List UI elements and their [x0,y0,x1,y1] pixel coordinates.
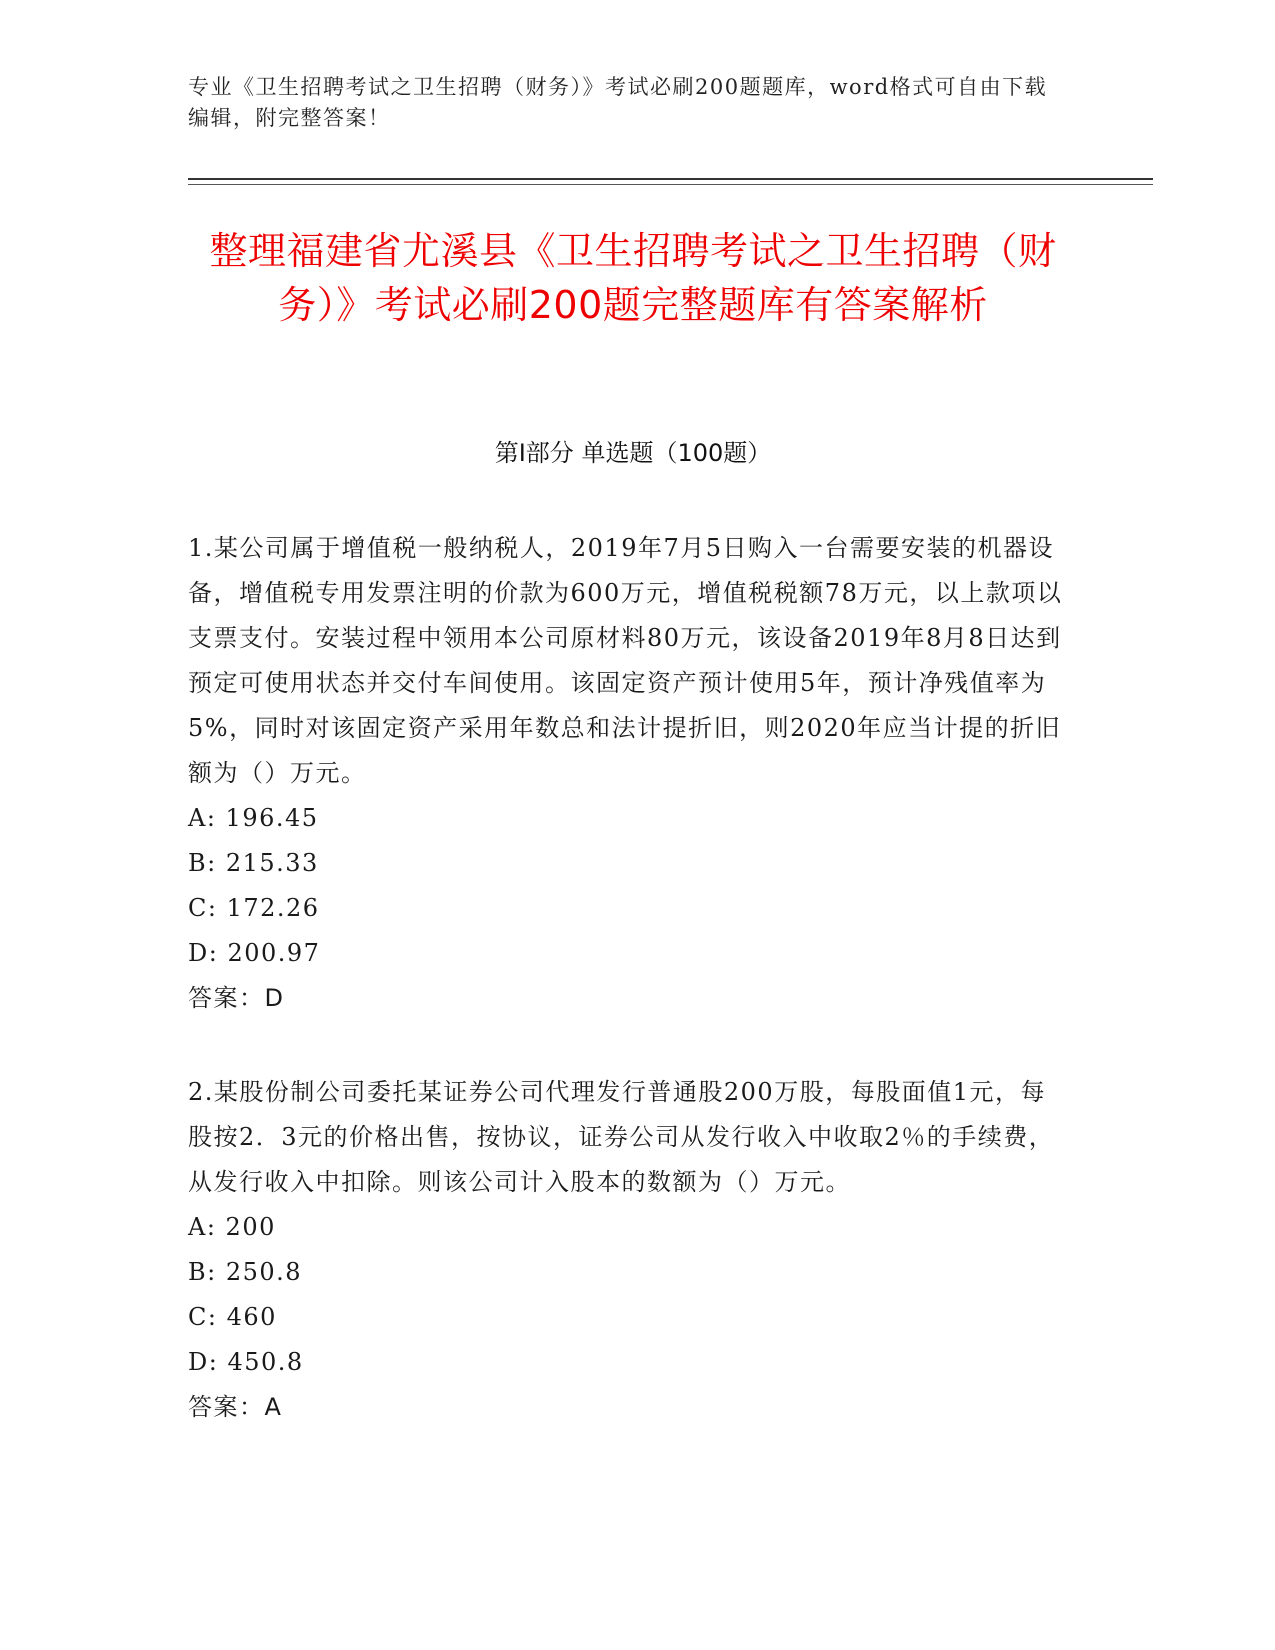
section-heading: 第Ⅰ部分 单选题（100题） [494,439,772,467]
option-a: A: 196.45 [188,804,319,832]
option-c: C: 460 [188,1303,277,1331]
answer-line: 答案：D [188,984,285,1012]
question-stem: 1.某公司属于增值税一般纳税人，2019年7月5日购入一台需要安装的机器设备，增值税专用发票注明的价款为600万元，增值税税额78万元，以上款项以支票支付。安装过程中领用本公司原材料80万元，该设备2019年8月8日达到预定可使用状态并交付车间使用。该固定资产预计使用5年，预计净残值率为5%，同时对该固定资产采用年数总和法计提折旧，则2020年应当计提的折旧额为（）万元。 [188,534,1063,787]
header-divider-thin [188,184,1153,185]
question-2 [188,1070,1068,1430]
option-b: B: 215.33 [188,849,319,877]
option-c: C: 172.26 [188,894,320,922]
option-d: D: 200.97 [188,939,321,967]
header-note: 专业《卫生招聘考试之卫生招聘（财务）》考试必刷200题题库，word格式可自由下载编辑，附完整答案！ [188,75,1048,130]
question-1 [188,526,1068,1021]
option-d: D: 450.8 [188,1348,304,1376]
question-stem: 2.某股份制公司委托某证券公司代理发行普通股200万股，每股面值1元，每股按2．3元的价格出售，按协议，证券公司从发行收入中收取2％的手续费，从发行收入中扣除。则该公司计入股本的数额为（）万元。 [188,1078,1055,1196]
answer-line: 答案：A [188,1393,283,1421]
option-b: B: 250.8 [188,1258,303,1286]
document-title: 整理福建省尤溪县《卫生招聘考试之卫生招聘（财务）》考试必刷200题完整题库有答案解析 [209,229,1057,327]
option-a: A: 200 [188,1213,276,1241]
header-divider-thick [188,178,1153,180]
